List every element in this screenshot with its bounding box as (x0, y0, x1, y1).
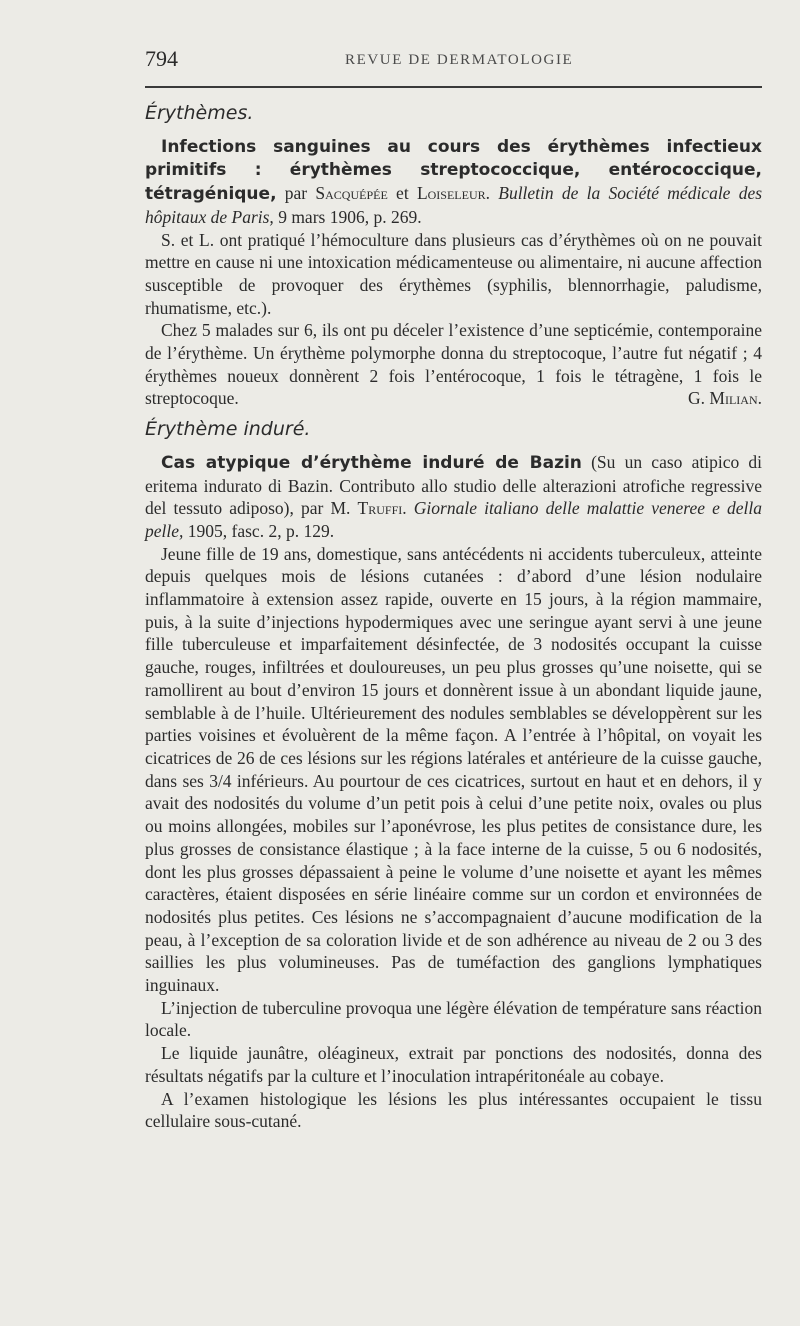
page-content (145, 98, 762, 1133)
paragraph: Jeune fille de 19 ans, domestique, sans antécédents ni accidents tuberculeux, atteinte depuis quelques mois de lésions cutanées : d’abord d’une lésion nodulaire inflammatoire à extension assez rapide, ouverte en 15 jours, à la région mammaire, puis, à la suite d’injections hypodermiques avec une seringue ayant servi à une jeune fille tuberculeuse et imparfaitement désinfectée, de 3 nodosités occupant la cuisse gauche, rouges, infiltrées et douloureuses, un peu plus grosses qu’une noisette, qui se ramollirent au bout d’environ 15 jours et donnèrent issue à un abondant liquide jaune, semblable à de l’huile. Ultérieurement des nodules semblables se développèrent sur les parties voisines et évoluèrent de la même façon. A l’entrée à l’hôpital, on voyait les cicatrices de 26 de ces lésions sur les régions latérales et antérieure de la cuisse gauche, dans ses 3/4 inférieurs. Au pourtour de ces cicatrices, surtout en haut et en dehors, il y avait des nodosités du volume d’un petit pois à celui d’une petite noix, ovales ou plus ou moins allongées, mobiles sur l’aponévrose, les plus petites de consistance dure, les plus grosses de consistance élastique ; à la face interne de la cuisse, 5 ou 6 nodosités, dont les plus grosses dépassaient à peine le volume d’une noisette et ayant les mêmes caractères, étaient disposées en série linéaire comme sur un cordon et environnées de nodosités plus petites. Ces lésions ne s’accompagnaient d’aucune modification de la peau, à l’exception de sa coloration livide et de son adhérence au niveau de 2 ou 3 des saillies les plus volumineuses. Pas de tuméfaction des ganglions lymphatiques inguinaux. (145, 543, 762, 996)
author-name: Loiseleur. (416, 183, 490, 204)
article-reference (145, 135, 762, 229)
paragraph: S. et L. ont pratiqué l’hémoculture dans plusieurs cas d’érythèmes où on ne pouvait mettre en cause ni une intoxication médicamenteuse ou alimentaire, ni aucune affection susceptible de provoquer des érythèmes (syphilis, blennorrhagie, paludisme, rhumatisme, etc.). (145, 229, 762, 318)
publication-date: 9 mars 1906, p. 269. (278, 206, 422, 227)
byline-and: et (396, 183, 409, 204)
article-reference (145, 451, 762, 543)
author-name: Truffi. (357, 498, 407, 519)
article-title: Cas atypique d’érythème induré de Bazin (161, 452, 582, 473)
running-title: REVUE DE DERMATOLOGIE (345, 52, 574, 68)
paragraph: Le liquide jaunâtre, oléagineux, extrait par ponctions des nodosités, donna des résultats négatifs par la culture et l’inoculation intrapéritonéale au cobaye. (145, 1043, 762, 1086)
signature: G. Milian. (688, 388, 762, 409)
article-title: Infections sanguines au cours des érythèmes infectieux primitifs : érythèmes streptococcique, entérococcique, tétragénique, (145, 136, 762, 205)
paragraph: L’injection de tuberculine provoqua une légère élévation de température sans réaction locale. (145, 997, 762, 1041)
journal-name: Bulletin de la Société médicale des hôpitaux de Paris, (145, 183, 763, 227)
byline-par: par (284, 183, 308, 204)
section-title-erythemes: Érythèmes. (145, 102, 254, 124)
header-rule (145, 86, 762, 88)
journal-name: Giornale italiano delle malattie veneree e della pelle, (145, 498, 763, 541)
byline-par: par M. (301, 498, 351, 519)
author-name: Sacquépée (315, 183, 388, 204)
paragraph-text: Chez 5 malades sur 6, ils ont pu déceler l’existence d’une septicémie, contemporaine de l’érythème. Un érythème polymorphe donna du streptocoque, l’autre fut négatif ; 4 érythèmes noueux donnèrent 2 fois l’entérocoque, 1 fois le tétragène, 1 fois le streptocoque. (145, 320, 762, 409)
publication-date: 1905, fasc. 2, p. 129. (187, 520, 335, 541)
paragraph (145, 319, 762, 410)
page-number: 794 (145, 46, 178, 71)
section-title-erytheme-indure: Érythème induré. (145, 418, 311, 441)
page-header (145, 46, 762, 76)
paragraph: A l’examen histologique les lésions les plus intéressantes occupaient le tissu cellulaire sous-cutané. (145, 1088, 762, 1132)
article-subtitle: (Su un caso atipico di eritema indurato di Bazin. Contributo allo studio delle alterazioni atrofiche regressive del tessuto adiposo), (145, 451, 763, 519)
